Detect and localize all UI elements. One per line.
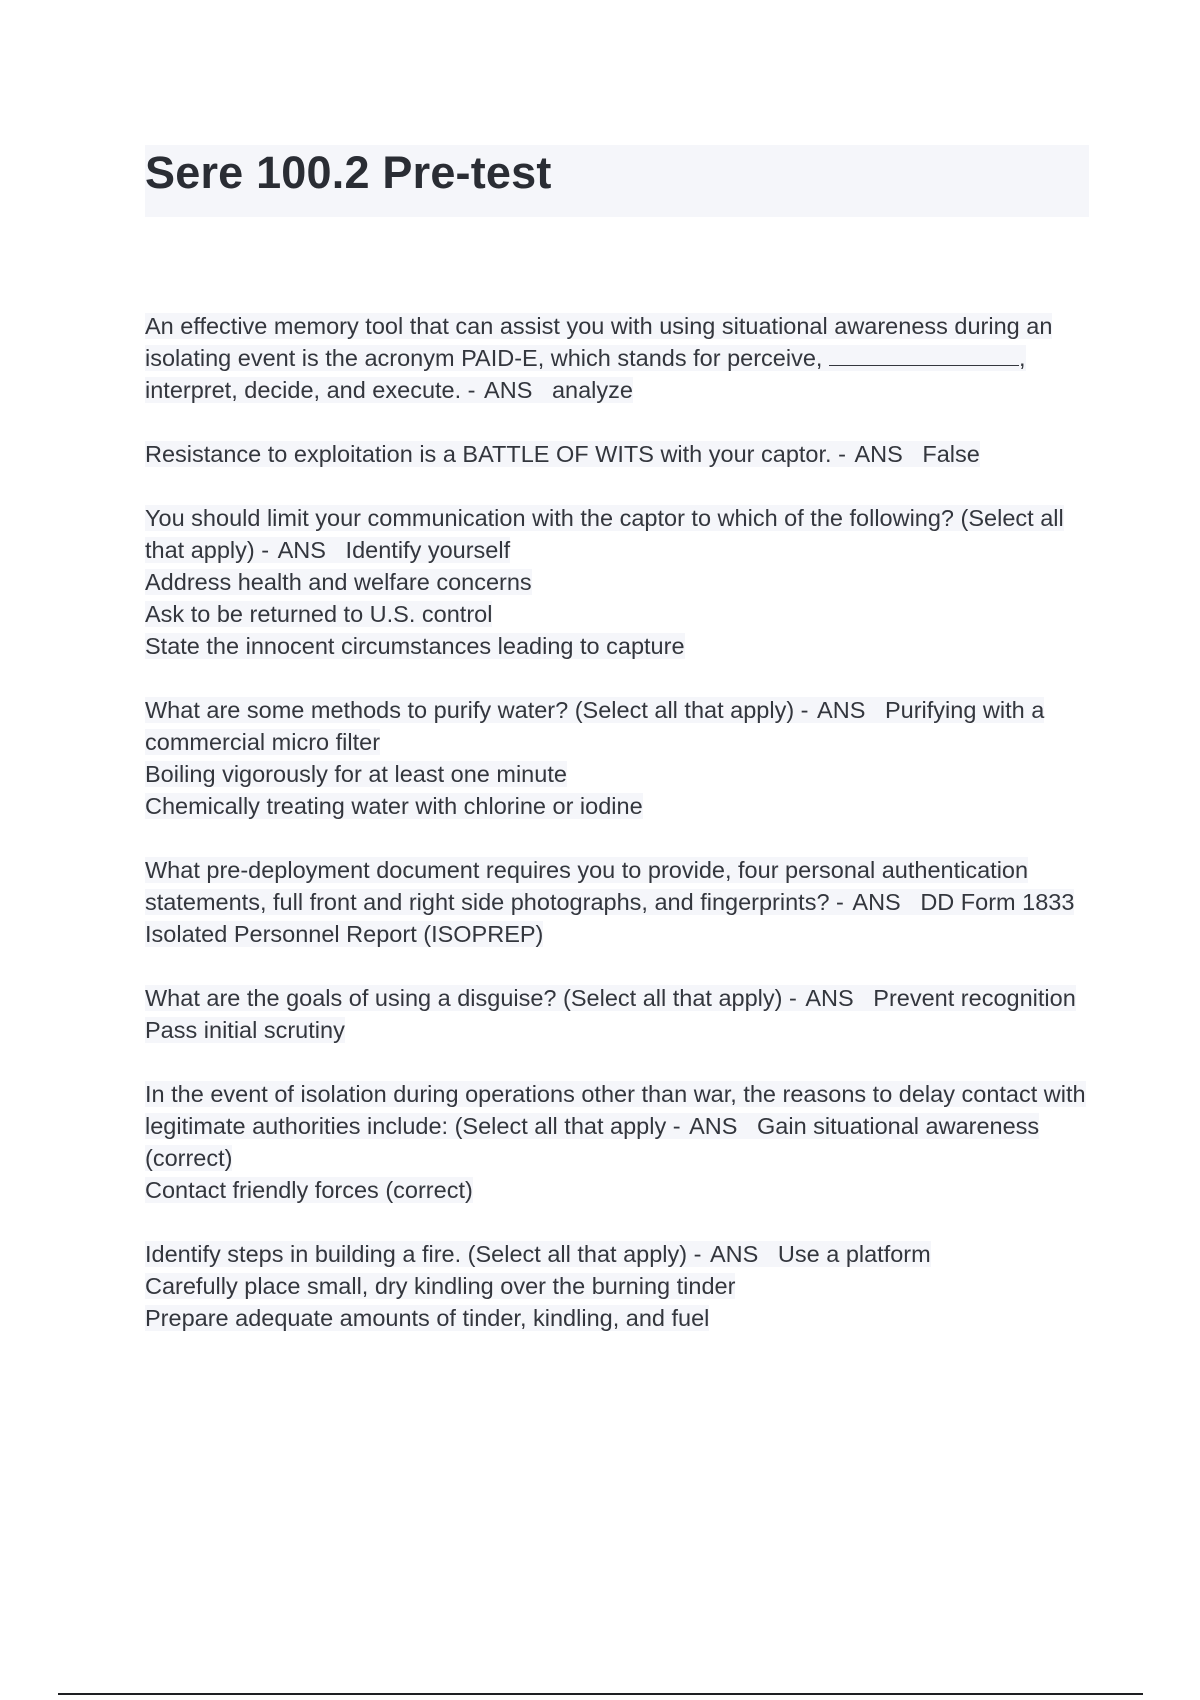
- ans-label: ANS: [854, 441, 903, 467]
- ans-label: ANS: [709, 1241, 759, 1267]
- question-item-7: [145, 1078, 1089, 1206]
- answer-text: Use a platform: [777, 1241, 931, 1267]
- ans-label: ANS: [805, 985, 854, 1011]
- ans-label: ANS: [689, 1113, 738, 1139]
- answer-text: Prevent recognition: [873, 985, 1076, 1011]
- question-text: Identify steps in building a fire. (Select all that apply) -: [145, 1241, 708, 1267]
- answer-line: Carefully place small, dry kindling over the burning tinder: [145, 1273, 736, 1299]
- question-text: What pre-deployment document requires you to provide, four personal authentication statements, full front and right side photographs, and fingerprints? -: [145, 857, 1029, 915]
- question-item-5: [145, 854, 1089, 950]
- answer-text: Gain situational awareness (correct): [145, 1113, 1040, 1171]
- answer-line: Boiling vigorously for at least one minute: [145, 761, 567, 787]
- ans-label: ANS: [484, 377, 533, 403]
- question-item-8: [145, 1238, 1089, 1334]
- question-text: What are the goals of using a disguise? (Select all that apply) -: [145, 985, 804, 1011]
- fill-in-blank: [829, 345, 1019, 366]
- answer-line: Prepare adequate amounts of tinder, kindling, and fuel: [145, 1305, 710, 1331]
- question-item-3: [145, 502, 1089, 662]
- answer-line: Contact friendly forces (correct): [145, 1177, 473, 1203]
- answer-text: DD Form 1833 Isolated Personnel Report (ISOPREP): [145, 889, 1075, 947]
- answer-text: Purifying with a commercial micro filter: [145, 697, 1045, 755]
- answer-line: Address health and welfare concerns: [145, 569, 532, 595]
- question-list: [145, 310, 1089, 1366]
- question-text-continued: , interpret, decide, and execute. -: [145, 345, 1026, 403]
- ans-label: ANS: [817, 697, 866, 723]
- answer-text: analyze: [551, 377, 633, 403]
- answer-line: Ask to be returned to U.S. control: [145, 601, 493, 627]
- question-text: An effective memory tool that can assist you with using situational awareness during an isolating event is the acronym PAID-E, which stands for perceive,: [145, 313, 1053, 371]
- page-title: Sere 100.2 Pre-test: [145, 147, 552, 198]
- answer-line: Chemically treating water with chlorine or iodine: [145, 793, 643, 819]
- answer-text: Identify yourself: [345, 537, 511, 563]
- question-text: Resistance to exploitation is a BATTLE OF WITS with your captor. -: [145, 441, 853, 467]
- answer-line: Pass initial scrutiny: [145, 1017, 345, 1043]
- question-text: What are some methods to purify water? (Select all that apply) -: [145, 697, 816, 723]
- answer-text: False: [922, 441, 980, 467]
- answer-line: State the innocent circumstances leading to capture: [145, 633, 685, 659]
- footer-divider: [58, 1693, 1143, 1695]
- question-text: You should limit your communication with the captor to which of the following? (Select all that apply) -: [145, 505, 1064, 563]
- question-text: In the event of isolation during operations other than war, the reasons to delay contact with legitimate authorities include: (Select all that apply -: [145, 1081, 1086, 1139]
- question-item-4: [145, 694, 1089, 822]
- question-item-6: [145, 982, 1089, 1046]
- question-item-1: [145, 310, 1089, 406]
- ans-label: ANS: [852, 889, 901, 915]
- ans-label: ANS: [277, 537, 326, 563]
- question-item-2: [145, 438, 1089, 470]
